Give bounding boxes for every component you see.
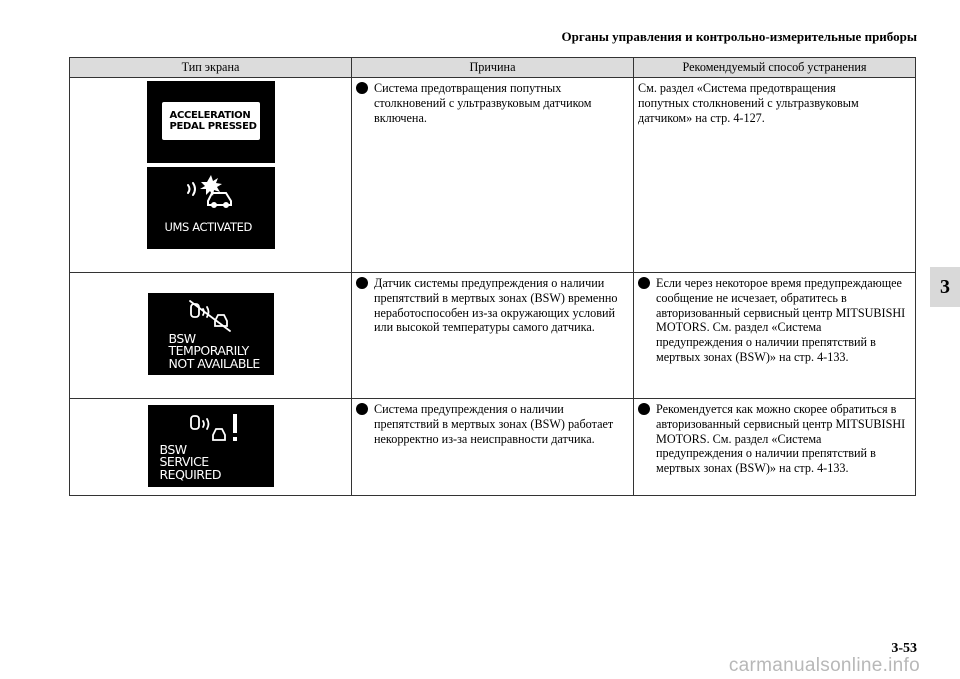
acceleration-message-box xyxy=(162,102,260,140)
display-text-line: PEDAL PRESSED xyxy=(169,121,257,132)
cause-cell xyxy=(352,273,634,399)
remedy-line: См. раздел «Система предотвращения xyxy=(638,81,836,95)
chapter-tab: 3 xyxy=(930,267,960,307)
cause-cell xyxy=(352,399,634,496)
remedy-text: Рекомендуется как можно скорее обратиться в авторизованный сервисный центр MITSUBISHI MOTORS. См. раздел «Система предупреждения о наличии препятствий в мертвых зонах (BSW)» на стр. 4-133. xyxy=(656,402,906,476)
collision-warning-icon xyxy=(184,173,240,209)
cause-text: Датчик системы предупреждения о наличии препятствий в мертвых зонах (BSW) временно неработоспособен из-за окружающих условий или высокой температуры самого датчика. xyxy=(374,276,618,335)
display-label: UMS ACTIVATED xyxy=(164,220,252,235)
cause-cell xyxy=(352,78,634,273)
column-header-remedy: Рекомендуемый способ устранения xyxy=(634,58,916,78)
warning-table xyxy=(69,57,916,496)
table-header-row xyxy=(70,58,916,78)
display-text-line: SERVICE REQUIRED xyxy=(159,454,221,482)
screen-cell xyxy=(70,78,352,273)
remedy-cell xyxy=(634,78,916,273)
display-label xyxy=(159,441,274,482)
display-text-line: BSW xyxy=(159,441,187,457)
cause-text: Система предупреждения о наличии препятствий в мертвых зонах (BSW) работает некорректно из-за неисправности датчика. xyxy=(374,402,614,446)
display-text-line: ACCELERATION xyxy=(169,110,251,121)
remedy-line: попутных столкновений с ультразвуковым xyxy=(638,95,859,110)
table-row xyxy=(70,78,916,273)
bullet-icon xyxy=(356,82,368,94)
page-header-title: Органы управления и контрольно-измерительные приборы xyxy=(561,29,917,44)
display-ums-activated xyxy=(147,167,275,249)
display-label xyxy=(168,330,260,371)
table-row xyxy=(70,273,916,399)
display-text-line: BSW xyxy=(168,330,196,346)
display-bsw-temporarily-unavailable xyxy=(148,293,274,375)
bullet-icon xyxy=(356,277,368,289)
display-acceleration-pedal xyxy=(147,81,275,163)
display-text-line: TEMPORARILY xyxy=(168,343,249,358)
bullet-icon xyxy=(638,277,650,289)
remedy-text: Если через некоторое время предупреждающее сообщение не исчезает, обратитесь в авторизованный сервисный центр MITSUBISHI MOTORS. См. раздел «Система предупреждения о наличии препятствий в мертвых зонах (BSW)» на стр. 4-133. xyxy=(656,276,906,364)
remedy-cell xyxy=(634,399,916,496)
remedy-line: датчиком» на стр. 4-127. xyxy=(638,110,765,125)
bullet-icon xyxy=(356,403,368,415)
column-header-screen-type: Тип экрана xyxy=(70,58,352,78)
cause-text: Система предотвращения попутных столкновений с ультразвуковым датчиком включена. xyxy=(374,81,592,125)
watermark-text: carmanualsonline.info xyxy=(728,655,920,676)
bullet-icon xyxy=(638,403,650,415)
screen-cell xyxy=(70,399,352,496)
column-header-cause: Причина xyxy=(352,58,634,78)
bsw-unavailable-icon xyxy=(188,299,234,333)
display-bsw-service-required xyxy=(148,405,274,487)
remedy-cell xyxy=(634,273,916,399)
table-row xyxy=(70,399,916,496)
screen-cell xyxy=(70,273,352,399)
display-text-line: NOT AVAILABLE xyxy=(168,355,260,371)
bsw-service-icon xyxy=(188,411,244,445)
page-number: 3-53 xyxy=(891,641,917,656)
